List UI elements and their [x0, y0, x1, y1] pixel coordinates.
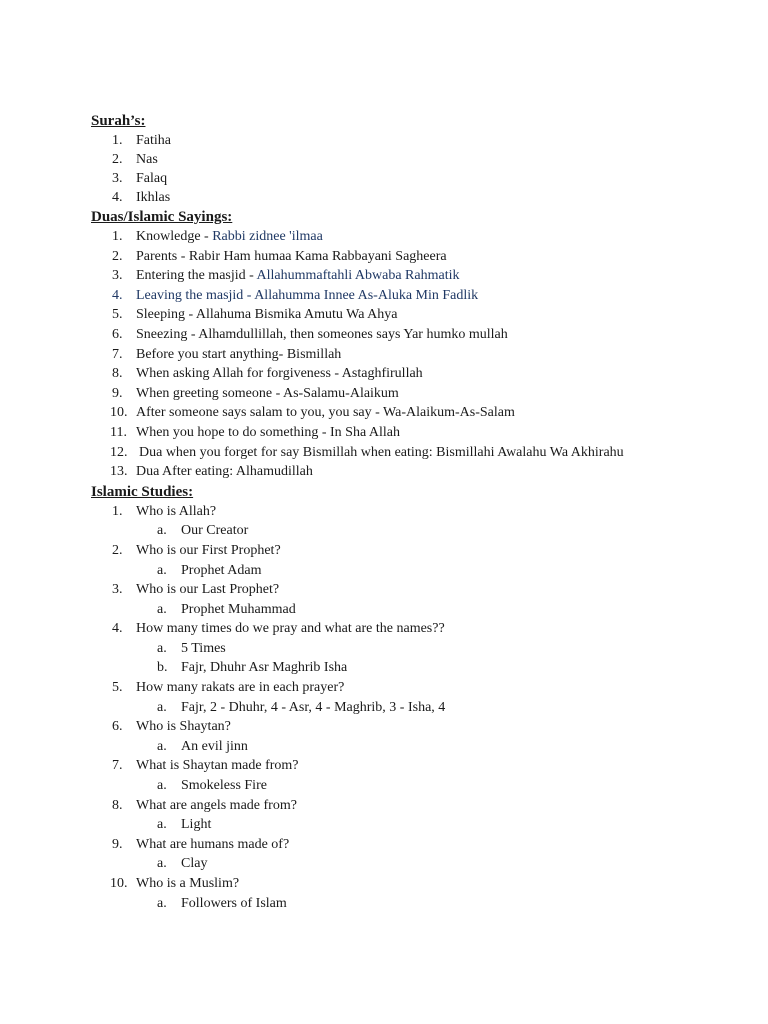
answer-text: An evil jinn [181, 738, 248, 754]
question-item [91, 541, 751, 561]
answer-letter: a. [157, 778, 167, 794]
item-number: 11. [110, 424, 127, 440]
item-text: Falaq [136, 171, 168, 186]
question-text: What are humans made of? [136, 836, 290, 852]
item-number: 1. [112, 133, 123, 148]
question-number: 7. [112, 758, 123, 774]
question-text: Who is Shaytan? [136, 719, 231, 735]
question-text: Who is our First Prophet? [136, 542, 281, 558]
section-heading-islamic-studies: Islamic Studies: [91, 483, 194, 500]
answer-letter: a. [157, 640, 167, 656]
list-item [91, 384, 751, 404]
list-item [91, 462, 751, 482]
list-item [91, 345, 751, 365]
item-number: 1. [112, 229, 123, 244]
answer-text: 5 Times [181, 640, 226, 656]
item-text [136, 227, 323, 247]
answer-letter: a. [157, 895, 167, 911]
item-number: 3. [112, 171, 123, 186]
question-text: Who is a Muslim? [136, 876, 240, 891]
answer-item [91, 561, 751, 581]
item-text: Nas [136, 152, 158, 167]
question-item [91, 502, 751, 522]
answer-text: Fajr, 2 - Dhuhr, 4 - Asr, 4 - Maghrib, 3 - Isha, 4 [181, 699, 446, 715]
question-item [91, 580, 751, 600]
islamic-studies-list [91, 502, 751, 913]
item-text: Leaving the masjid - Allahumma Innee As-Aluka Min Fadlik [136, 287, 479, 303]
question-text: What is Shaytan made from? [136, 758, 299, 774]
item-text: Parents - Rabir Ham humaa Kama Rabbayani Sagheera [136, 248, 447, 264]
item-number: 4. [112, 287, 123, 303]
question-text: Who is Allah? [136, 503, 217, 519]
list-item [91, 247, 751, 267]
list-item [91, 150, 751, 169]
answer-item [91, 737, 751, 757]
question-item [91, 756, 751, 776]
duas-list [91, 227, 751, 482]
answer-item [91, 815, 751, 835]
document-content [91, 111, 751, 913]
answer-letter: a. [157, 856, 167, 872]
answer-letter: a. [157, 699, 167, 715]
item-number: 2. [112, 152, 123, 167]
question-text: What are angels made from? [136, 797, 297, 813]
question-number: 2. [112, 542, 123, 558]
answer-item [91, 894, 751, 914]
item-text: Sneezing - Alhamdullillah, then someones says Yar humko mullah [136, 326, 508, 342]
list-item [91, 364, 751, 384]
answer-item [91, 639, 751, 659]
list-item [91, 188, 751, 207]
question-text: How many times do we pray and what are the names?? [136, 621, 445, 637]
answer-item [91, 600, 751, 620]
item-text: Fatiha [136, 133, 171, 148]
answer-text: Our Creator [181, 523, 249, 539]
question-number: 6. [112, 719, 123, 735]
question-number: 9. [112, 836, 123, 852]
item-number: 2. [112, 248, 123, 264]
section-heading-duas: Duas/Islamic Sayings: [91, 209, 233, 225]
list-item [91, 305, 751, 325]
item-text: Sleeping - Allahuma Bismika Amutu Wa Ahya [136, 307, 398, 323]
item-text: When you hope to do something - In Sha Allah [136, 424, 401, 440]
list-item [91, 423, 751, 443]
question-item [91, 678, 751, 698]
answer-text: Prophet Muhammad [181, 601, 296, 617]
item-number: 7. [112, 346, 123, 362]
list-item [91, 286, 751, 306]
question-item [91, 717, 751, 737]
answer-text: Light [181, 817, 212, 833]
item-number: 10. [110, 405, 128, 421]
answer-item [91, 854, 751, 874]
answer-letter: a. [157, 738, 167, 754]
answer-letter: a. [157, 817, 167, 833]
question-number: 5. [112, 680, 123, 696]
answer-text: Followers of Islam [181, 895, 287, 911]
item-prefix: Knowledge - [136, 229, 213, 244]
item-number: 6. [112, 326, 123, 342]
surah-list [91, 131, 751, 207]
list-item [91, 227, 751, 247]
item-number: 12. [110, 444, 128, 460]
item-text: Dua After eating: Alhamudillah [136, 464, 313, 480]
item-text: After someone says salam to you, you say - Wa-Alaikum-As-Salam [136, 405, 515, 421]
list-item [91, 403, 751, 423]
item-text [136, 266, 459, 286]
list-item [91, 443, 751, 463]
list-item [91, 131, 751, 150]
question-number: 4. [112, 621, 123, 637]
item-text: When greeting someone - As-Salamu-Alaikum [136, 385, 399, 401]
question-text: How many rakats are in each prayer? [136, 680, 345, 696]
answer-item [91, 658, 751, 678]
question-item [91, 874, 751, 894]
section-heading-surahs: Surah’s: [91, 113, 146, 129]
list-item [91, 266, 751, 286]
item-text: Dua when you forget for say Bismillah when eating: Bismillahi Awalahu Wa Akhirahu [139, 444, 624, 460]
question-item [91, 619, 751, 639]
answer-text: Clay [181, 856, 208, 872]
item-text: Ikhlas [136, 190, 171, 205]
item-prefix: Entering the masjid - [136, 268, 257, 284]
item-number: 8. [112, 366, 123, 382]
item-number: 4. [112, 190, 123, 205]
item-number: 3. [112, 268, 123, 284]
answer-item [91, 698, 751, 718]
item-number: 9. [112, 385, 123, 401]
answer-item [91, 521, 751, 541]
item-text: When asking Allah for forgiveness - Astaghfirullah [136, 366, 423, 382]
item-dua: Rabbi zidnee 'ilmaa [212, 229, 323, 244]
answer-item [91, 776, 751, 796]
item-dua: Allahummaftahli Abwaba Rahmatik [256, 268, 460, 284]
question-number: 3. [112, 582, 123, 598]
item-number: 13. [110, 464, 128, 480]
question-number: 1. [112, 503, 123, 519]
question-text: Who is our Last Prophet? [136, 582, 280, 598]
question-number: 10. [110, 876, 128, 891]
answer-letter: a. [157, 562, 167, 578]
answer-text: Prophet Adam [181, 562, 262, 578]
question-item [91, 796, 751, 816]
question-item [91, 835, 751, 855]
answer-text: Fajr, Dhuhr Asr Maghrib Isha [181, 660, 348, 676]
answer-letter: a. [157, 601, 167, 617]
item-text: Before you start anything- Bismillah [136, 346, 342, 362]
question-number: 8. [112, 797, 123, 813]
list-item [91, 169, 751, 188]
answer-letter: b. [157, 660, 168, 676]
list-item [91, 325, 751, 345]
answer-letter: a. [157, 523, 167, 539]
answer-text: Smokeless Fire [181, 778, 267, 794]
item-number: 5. [112, 307, 123, 323]
